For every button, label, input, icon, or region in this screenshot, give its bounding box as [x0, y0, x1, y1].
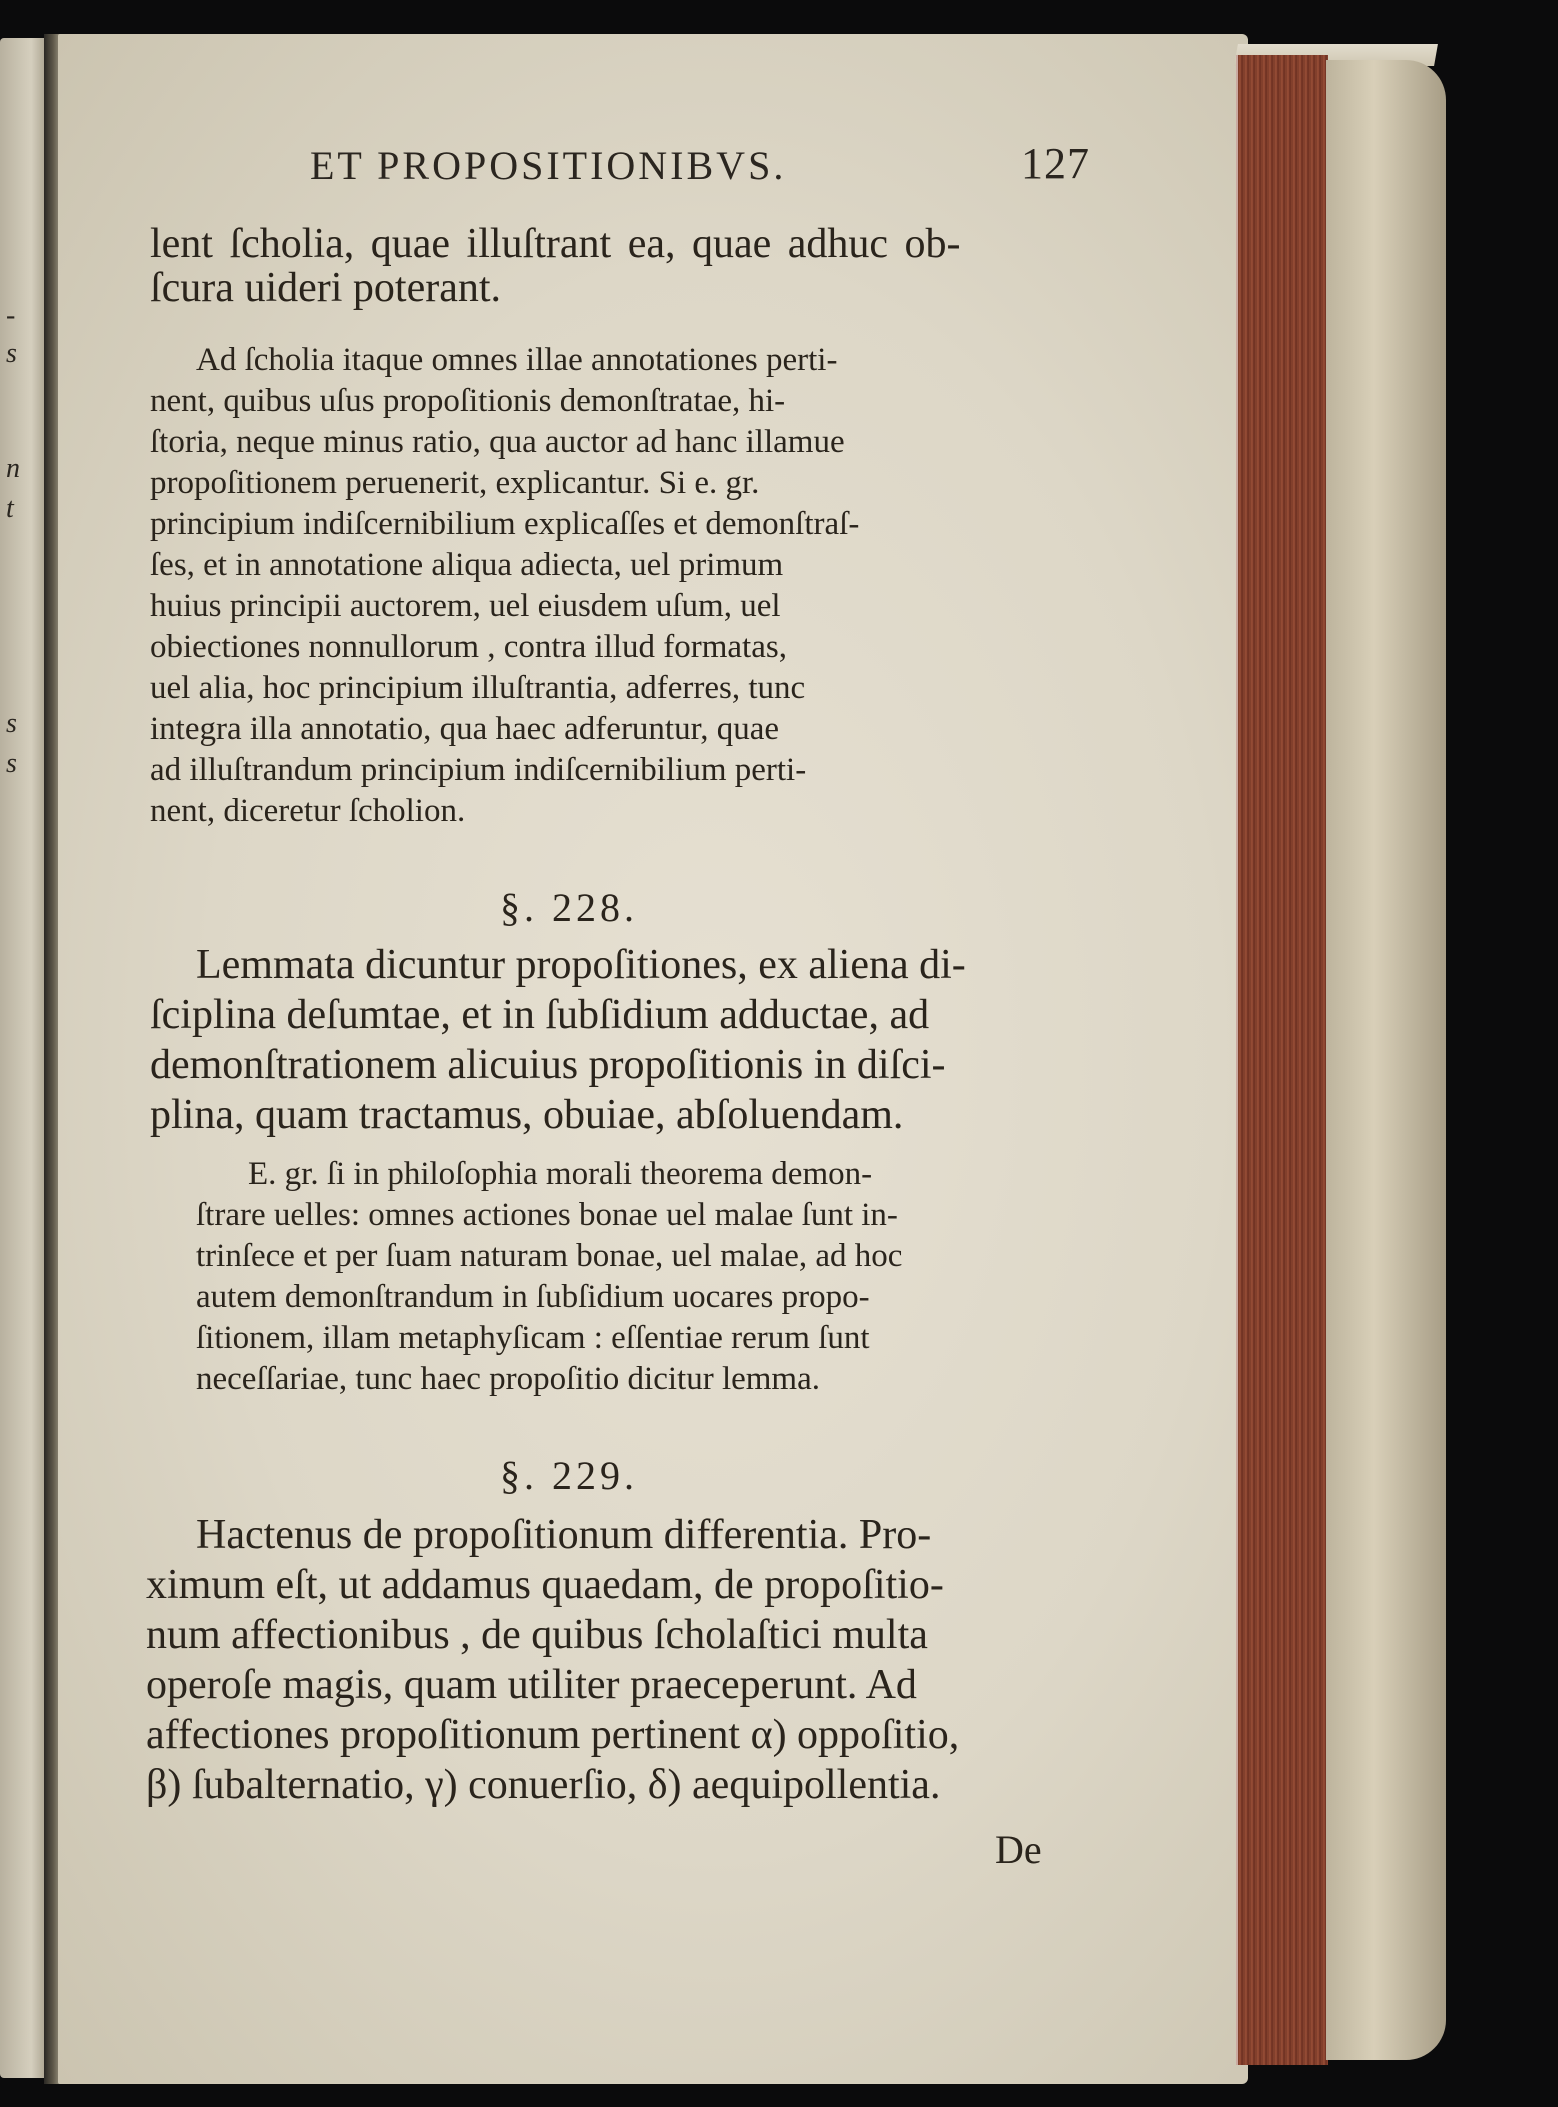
- margin-fragment: s: [6, 708, 17, 739]
- margin-fragment: t: [6, 493, 14, 524]
- paragraph-1: [150, 222, 961, 310]
- text-line: uel alia, hoc principium illuſtrantia, adferres, tunc: [150, 670, 806, 706]
- text-line: ſes, et in annotatione aliqua adiecta, uel primum: [150, 547, 784, 583]
- text-line: ſtrare uelles: omnes actiones bonae uel malae ſunt in-: [196, 1197, 898, 1233]
- paragraph-2: [150, 340, 1076, 832]
- text-line: ſtoria, neque minus ratio, qua auctor ad hanc illamue: [150, 424, 845, 460]
- cover-board: [1326, 60, 1446, 2060]
- paragraph-5: [146, 1510, 960, 1810]
- text-line: obiectiones nonnullorum , contra illud formatas,: [150, 629, 787, 665]
- text-line: integra illa annotatio, qua haec adferuntur, quae: [150, 711, 780, 747]
- section-heading-229: §. 229.: [500, 1453, 638, 1498]
- text-line: neceſſariae, tunc haec propoſitio dicitur lemma.: [196, 1361, 820, 1397]
- text-line: operoſe magis, quam utiliter praeceperunt. Ad: [146, 1662, 917, 1708]
- text-line: E. gr. ſi in philoſophia morali theorema demon-: [248, 1156, 873, 1192]
- text-line: nent, quibus uſus propoſitionis demonſtratae, hi-: [150, 383, 786, 419]
- text-line: ſciplina deſumtae, et in ſubſidium adductae, ad: [150, 992, 930, 1038]
- text-line: ſitionem, illam metaphyſicam : eſſentiae rerum ſunt: [196, 1320, 870, 1356]
- section-heading-228: §. 228.: [500, 885, 638, 930]
- text-line: propoſitionem peruenerit, explicantur. Si e. gr.: [150, 465, 760, 501]
- margin-fragment: n: [6, 453, 20, 484]
- text-line: lent ſcholia, quae illuſtrant ea, quae adhuc ob-: [150, 221, 961, 267]
- text-line: ſcura uideri poterant.: [150, 265, 502, 311]
- text-line: Lemmata dicuntur propoſitiones, ex aliena di-: [196, 942, 966, 988]
- margin-fragment: s: [6, 748, 17, 779]
- fore-edge: [1236, 55, 1328, 2065]
- page-number: 127: [1021, 139, 1090, 188]
- paragraph-4: [196, 1154, 903, 1400]
- text-line: Ad ſcholia itaque omnes illae annotationes perti-: [196, 342, 838, 378]
- text-line: plina, quam tractamus, obuiae, abſoluendam.: [150, 1092, 904, 1138]
- text-line: Hactenus de propoſitionum differentia. Pro-: [196, 1512, 932, 1558]
- text-line: huius principii auctorem, uel eiusdem uſum, uel: [150, 588, 781, 624]
- running-title: ET PROPOSITIONIBVS.: [310, 143, 787, 188]
- text-line: demonſtrationem alicuius propoſitionis in diſci-: [150, 1042, 946, 1088]
- catchword: De: [995, 1827, 1042, 1872]
- text-line: trinſece et per ſuam naturam bonae, uel malae, ad hoc: [196, 1238, 903, 1274]
- text-line: autem demonſtrandum in ſubſidium uocares propo-: [196, 1279, 870, 1315]
- text-line: nent, diceretur ſcholion.: [150, 793, 466, 829]
- text-line: num affectionibus , de quibus ſcholaſtici multa: [146, 1612, 928, 1658]
- text-line: β) ſubalternatio, γ) conuerſio, δ) aequipollentia.: [146, 1762, 941, 1808]
- margin-fragment: -: [6, 300, 16, 331]
- text-line: ad illuſtrandum principium indiſcernibilium perti-: [150, 752, 807, 788]
- margin-fragment: s: [6, 338, 17, 369]
- text-line: affectiones propoſitionum pertinent α) oppoſitio,: [146, 1712, 960, 1758]
- running-header: [310, 139, 1090, 189]
- text-line: principium indiſcernibilium explicaſſes et demonſtraſ-: [150, 506, 860, 542]
- text-line: ximum eſt, ut addamus quaedam, de propoſitio-: [146, 1562, 944, 1608]
- paragraph-3: [150, 940, 966, 1140]
